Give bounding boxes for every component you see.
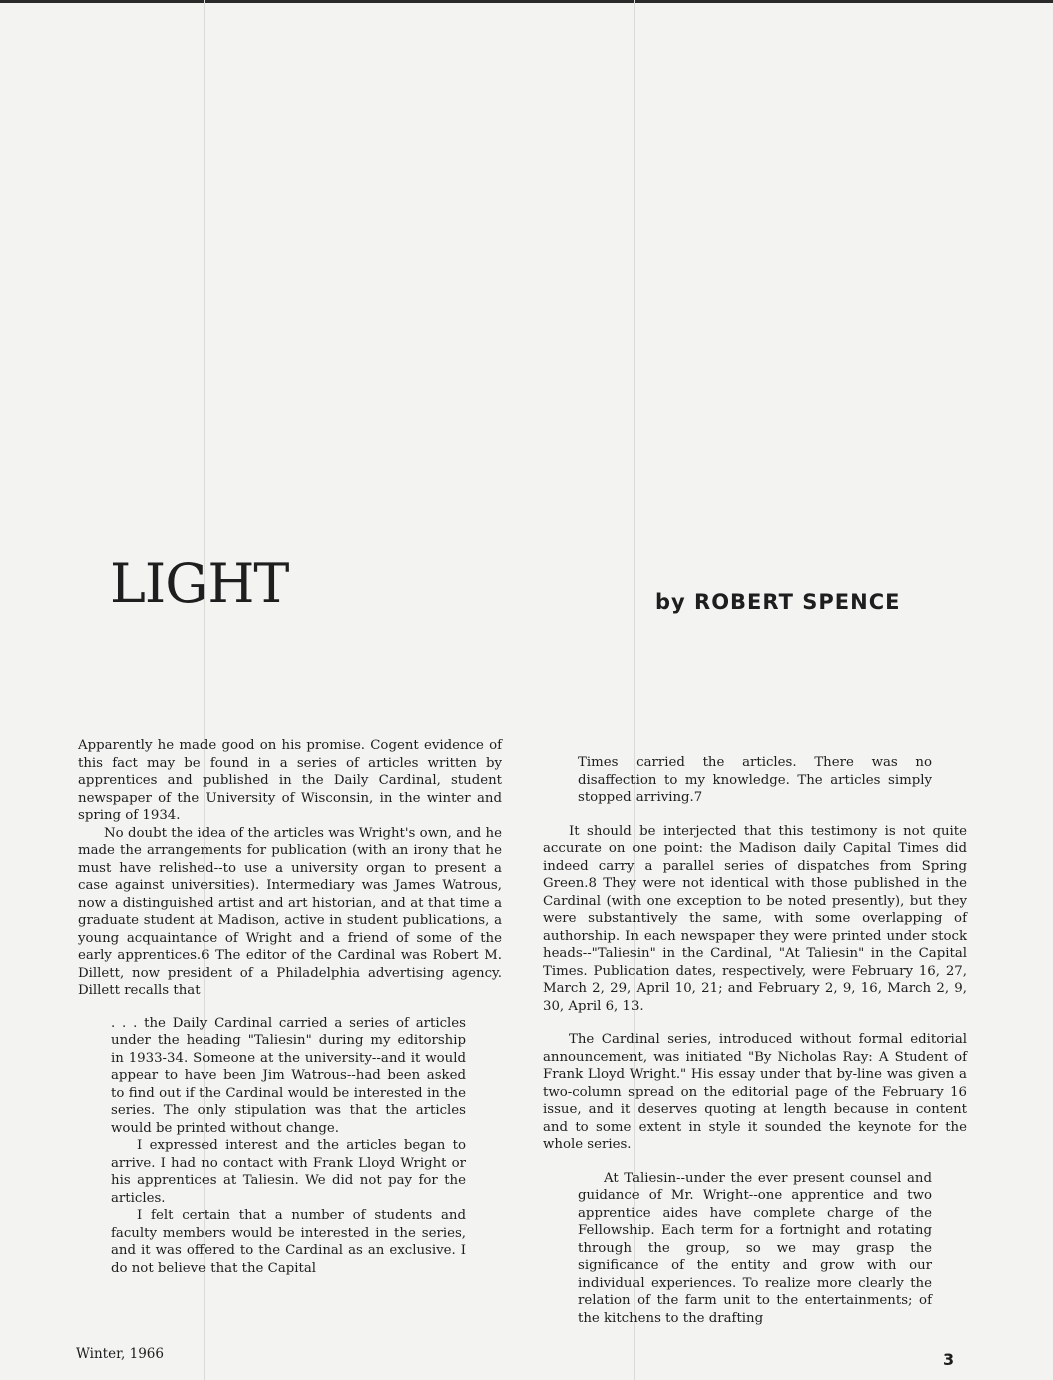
- paragraph: The Cardinal series, introduced without formal editorial announcement, was initiated "By Nicholas Ray: A Student of Frank Lloyd Wright." His essay under that by-line was given a two-column spread on the editorial page of the February 16 issue, and it deserves quoting at length because in content and to some extent in style it sounded the keynote for the whole series.: [543, 1032, 967, 1152]
- issue-date: Winter, 1966: [76, 1346, 164, 1362]
- block-quote: . . . the Daily Cardinal carried a series of articles under the heading "Taliesin" during my editorship in 1933-34. Someone at the university--and it would appear to have been Jim Watrous--had been asked to find out if the Cardinal would be interested in the series. The only stipulation was that the articles would be printed without change.: [111, 1015, 466, 1136]
- byline: by ROBERT SPENCE: [655, 590, 901, 614]
- paragraph: Apparently he made good on his promise. Cogent evidence of this fact may be found in a series of articles written by apprentices and published in the Daily Cardinal, student newspaper of the University of Wisconsin, in the winter and spring of 1934.: [78, 738, 502, 823]
- block-quote: Times carried the articles. There was no disaffection to my knowledge. The articles simply stopped arriving.7: [578, 755, 932, 805]
- block-quote: I felt certain that a number of students and faculty members would be interested in the series, and it was offered to the Cardinal as an exclusive. I do not believe that the Capital: [111, 1208, 466, 1276]
- block-quote: At Taliesin--under the ever present counsel and guidance of Mr. Wright--one apprentice and two apprentice aides have complete charge of the Fellowship. Each term for a fortnight and rotating through the group, so we may grasp the significance of the entity and grow with our individual experiences. To realize more clearly the relation of the farm unit to the entertainments; of the kitchens to the drafting: [578, 1170, 932, 1326]
- block-quote: I expressed interest and the articles began to arrive. I had no contact with Frank Lloyd Wright or his apprentices at Taliesin. We did not pay for the articles.: [111, 1138, 466, 1206]
- page-number: 3: [943, 1350, 955, 1369]
- paragraph: No doubt the idea of the articles was Wright's own, and he made the arrangements for publication (with an irony that he must have relished--to use a university organ to present a case against universities). Intermediary was James Watrous, now a distinguished artist and art historian, and at that time a graduate student at Madison, active in student publications, a young acquaintance of Wright and a friend of some of the early apprentices.6 The editor of the Cardinal was Robert M. Dillett, now president of a Philadelphia advertising agency. Dillett recalls that: [78, 825, 502, 998]
- article-title: LIGHT: [110, 552, 289, 615]
- left-column: [78, 737, 502, 1277]
- right-column: [543, 754, 967, 1327]
- paragraph: It should be interjected that this testimony is not quite accurate on one point: the Madison daily Capital Times did indeed carry a parallel series of dispatches from Spring Green.8 They were not identical with those published in the Cardinal (with one exception to be noted presently), but they were substantively the same, with some overlapping of authorship. In each newspaper they were printed under stock heads--"Taliesin" in the Cardinal, "At Taliesin" in the Capital Times. Publication dates, respectively, were February 16, 27, March 2, 29, April 10, 21; and February 2, 9, 16, March 2, 9, 30, April 6, 13.: [543, 823, 967, 1014]
- top-edge-rule: [0, 0, 1053, 3]
